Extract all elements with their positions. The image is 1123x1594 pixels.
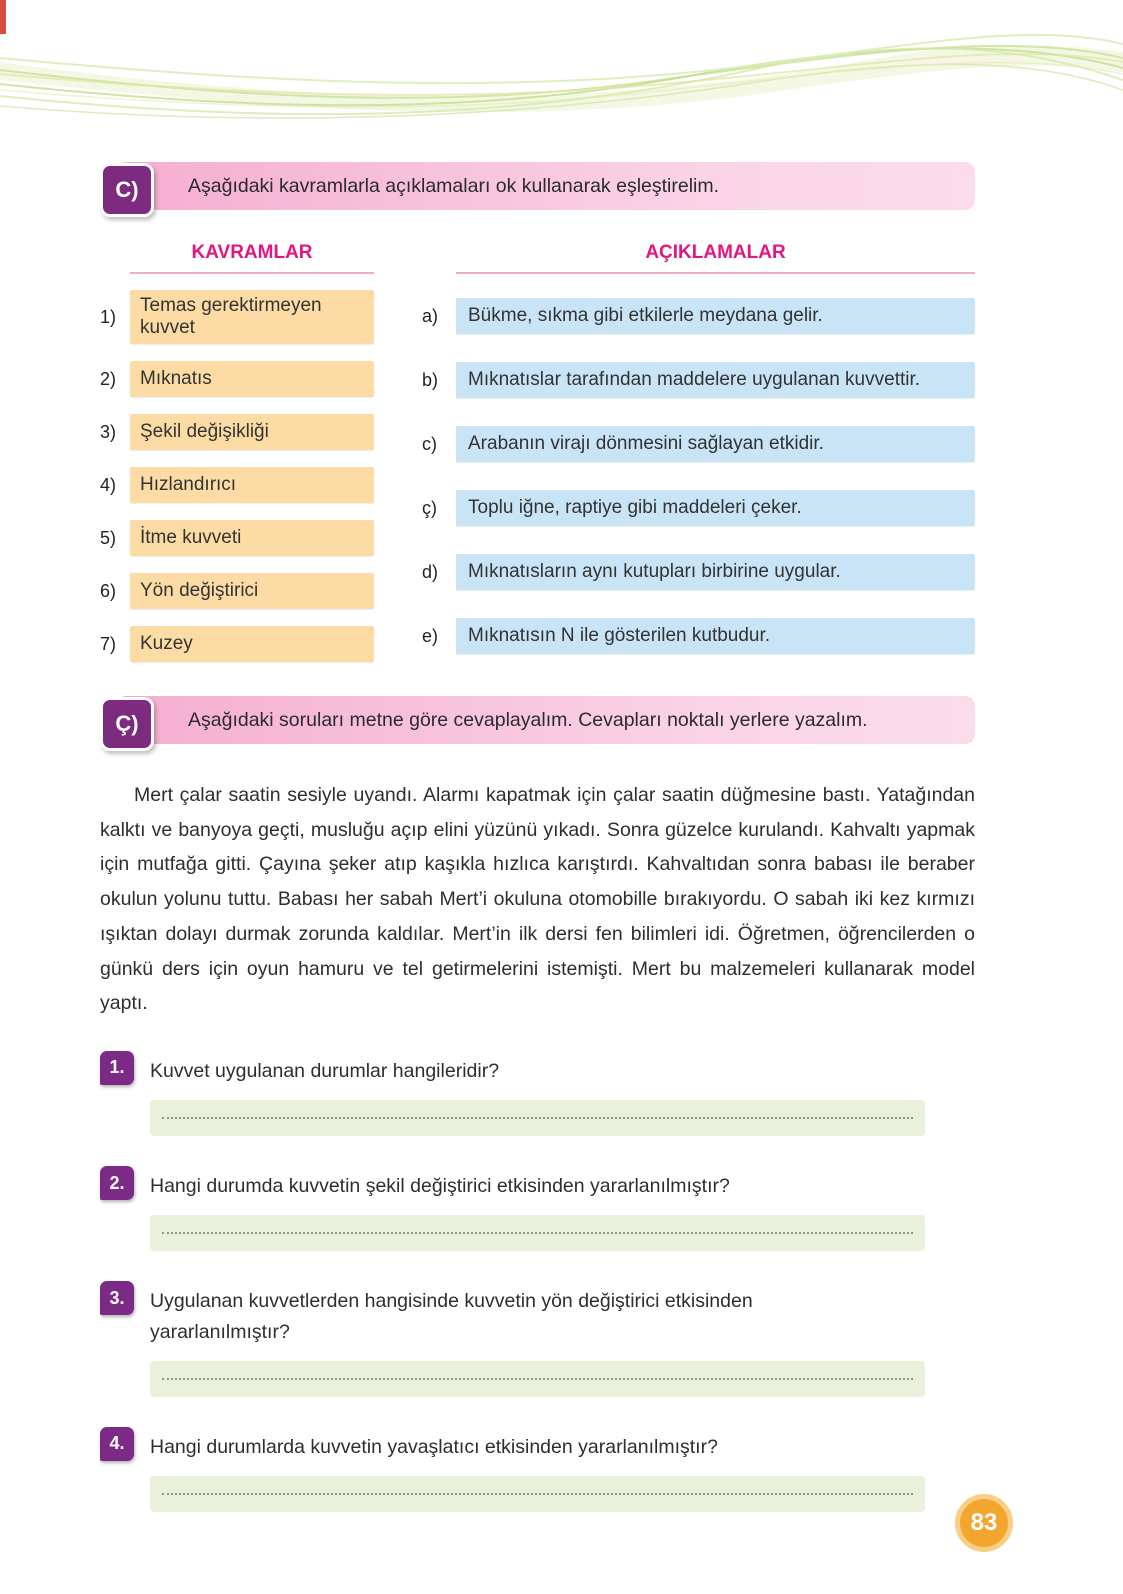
concept-box[interactable]: Hızlandırıcı bbox=[130, 467, 374, 503]
concept-number: 3) bbox=[100, 421, 117, 442]
explanation-box[interactable]: Mıknatısın N ile gösterilen kutbudur. bbox=[456, 618, 975, 654]
explanation-box[interactable]: Arabanın virajı dönmesini sağlayan etkidir. bbox=[456, 426, 975, 462]
section-c-instruction: Aşağıdaki kavramlarla açıklamaları ok kullanarak eşleştirelim. bbox=[116, 162, 975, 210]
concept-number: 2) bbox=[100, 368, 117, 389]
questions-list bbox=[100, 1051, 975, 1512]
concept-row bbox=[100, 626, 374, 662]
question-row bbox=[100, 1051, 975, 1086]
explanation-box[interactable]: Bükme, sıkma gibi etkilerle meydana gelir. bbox=[456, 298, 975, 334]
concept-row bbox=[100, 467, 374, 503]
explanation-row bbox=[422, 298, 975, 334]
question-text: Kuvvet uygulanan durumlar hangileridir? bbox=[150, 1059, 500, 1082]
matching-area bbox=[100, 242, 975, 682]
question-row bbox=[100, 1166, 975, 1201]
concept-number: 5) bbox=[100, 527, 117, 548]
concept-box[interactable]: İtme kuvveti bbox=[130, 520, 374, 556]
explanation-row bbox=[422, 618, 975, 654]
concept-row bbox=[100, 414, 374, 450]
question-row bbox=[100, 1281, 975, 1346]
concept-number: 7) bbox=[100, 633, 117, 654]
concepts-header: KAVRAMLAR bbox=[130, 242, 374, 274]
dotted-answer-line bbox=[162, 1493, 913, 1495]
concept-box[interactable]: Şekil değişikliği bbox=[130, 414, 374, 450]
section-cc-banner bbox=[100, 696, 975, 752]
concept-row bbox=[100, 290, 374, 344]
concept-row bbox=[100, 573, 374, 609]
question-text: Hangi durumlarda kuvvetin yavaşlatıcı etkisinden yararlanılmıştır? bbox=[150, 1435, 718, 1458]
concept-number: 4) bbox=[100, 474, 117, 495]
question-number-badge: 1. bbox=[100, 1051, 134, 1085]
concept-box[interactable]: Yön değiştirici bbox=[130, 573, 374, 609]
question-row bbox=[100, 1427, 975, 1462]
section-cc-instruction: Aşağıdaki soruları metne göre cevaplayalım. Cevapları noktalı yerlere yazalım. bbox=[116, 696, 975, 744]
explanation-box[interactable]: Toplu iğne, raptiye gibi maddeleri çeker. bbox=[456, 490, 975, 526]
question-text: Hangi durumda kuvvetin şekil değiştirici etkisinden yararlanılmıştır? bbox=[150, 1175, 730, 1198]
question-number-badge: 2. bbox=[100, 1166, 134, 1200]
explanation-letter: ç) bbox=[422, 497, 437, 518]
concept-box[interactable]: Temas gerektirmeyen kuvvet bbox=[130, 290, 374, 344]
dotted-answer-line bbox=[162, 1378, 913, 1380]
concept-row bbox=[100, 361, 374, 397]
page-number-badge: 83 bbox=[955, 1494, 1013, 1552]
explanation-row bbox=[422, 554, 975, 590]
explanations-header: AÇIKLAMALAR bbox=[456, 242, 975, 274]
concept-number: 1) bbox=[100, 306, 117, 327]
explanation-letter: a) bbox=[422, 305, 439, 326]
explanation-letter: c) bbox=[422, 433, 437, 454]
section-c-banner bbox=[100, 162, 975, 218]
dotted-answer-line bbox=[162, 1117, 913, 1119]
concept-box[interactable]: Mıknatıs bbox=[130, 361, 374, 397]
explanations-column bbox=[422, 242, 975, 682]
answer-box[interactable] bbox=[150, 1100, 925, 1136]
explanation-box[interactable]: Mıknatıslar tarafından maddelere uygulanan kuvvettir. bbox=[456, 362, 975, 398]
answer-box[interactable] bbox=[150, 1476, 925, 1512]
section-c-badge: C) bbox=[100, 163, 154, 217]
concepts-column bbox=[100, 242, 374, 682]
explanation-letter: d) bbox=[422, 561, 439, 582]
concept-number: 6) bbox=[100, 580, 117, 601]
explanation-row bbox=[422, 362, 975, 398]
question-number-badge: 3. bbox=[100, 1281, 134, 1315]
explanation-row bbox=[422, 426, 975, 462]
section-cc-badge: Ç) bbox=[100, 697, 154, 751]
reading-passage: Mert çalar saatin sesiyle uyandı. Alarmı kapatmak için çalar saatin düğmesine bastı. Yatağından kalktı ve banyoya geçti, musluğu açıp elini yüzünü yıkadı. Sonra güzelce kurulandı. Kahvaltı yapmak için mutfağa gitti. Çayına şeker atıp kaşıkla hızlıca karıştırdı. Kahvaltıdan sonra babası ile beraber okulun yolunu tuttu. Babası her sabah Mert’i okuluna otomobille bırakıyordu. O sabah iki kez kırmızı ışıktan dolayı durmak zorunda kaldılar. Mert’in ilk dersi fen bilimleri idi. Öğretmen, öğrencilerden o günkü ders için oyun hamuru ve tel getirmelerini istemişti. Mert bu malzemeleri kullanarak model yaptı. bbox=[100, 784, 975, 1015]
concept-box[interactable]: Kuzey bbox=[130, 626, 374, 662]
explanation-letter: b) bbox=[422, 369, 439, 390]
explanation-letter: e) bbox=[422, 625, 439, 646]
question-number-badge: 4. bbox=[100, 1427, 134, 1461]
answer-box[interactable] bbox=[150, 1215, 925, 1251]
explanation-row bbox=[422, 490, 975, 526]
concept-row bbox=[100, 520, 374, 556]
explanation-box[interactable]: Mıknatısların aynı kutupları birbirine uygular. bbox=[456, 554, 975, 590]
answer-box[interactable] bbox=[150, 1361, 925, 1397]
question-text: Uygulanan kuvvetlerden hangisinde kuvvetin yön değiştirici etkisinden yararlanılmıştır? bbox=[150, 1290, 753, 1343]
dotted-answer-line bbox=[162, 1232, 913, 1234]
